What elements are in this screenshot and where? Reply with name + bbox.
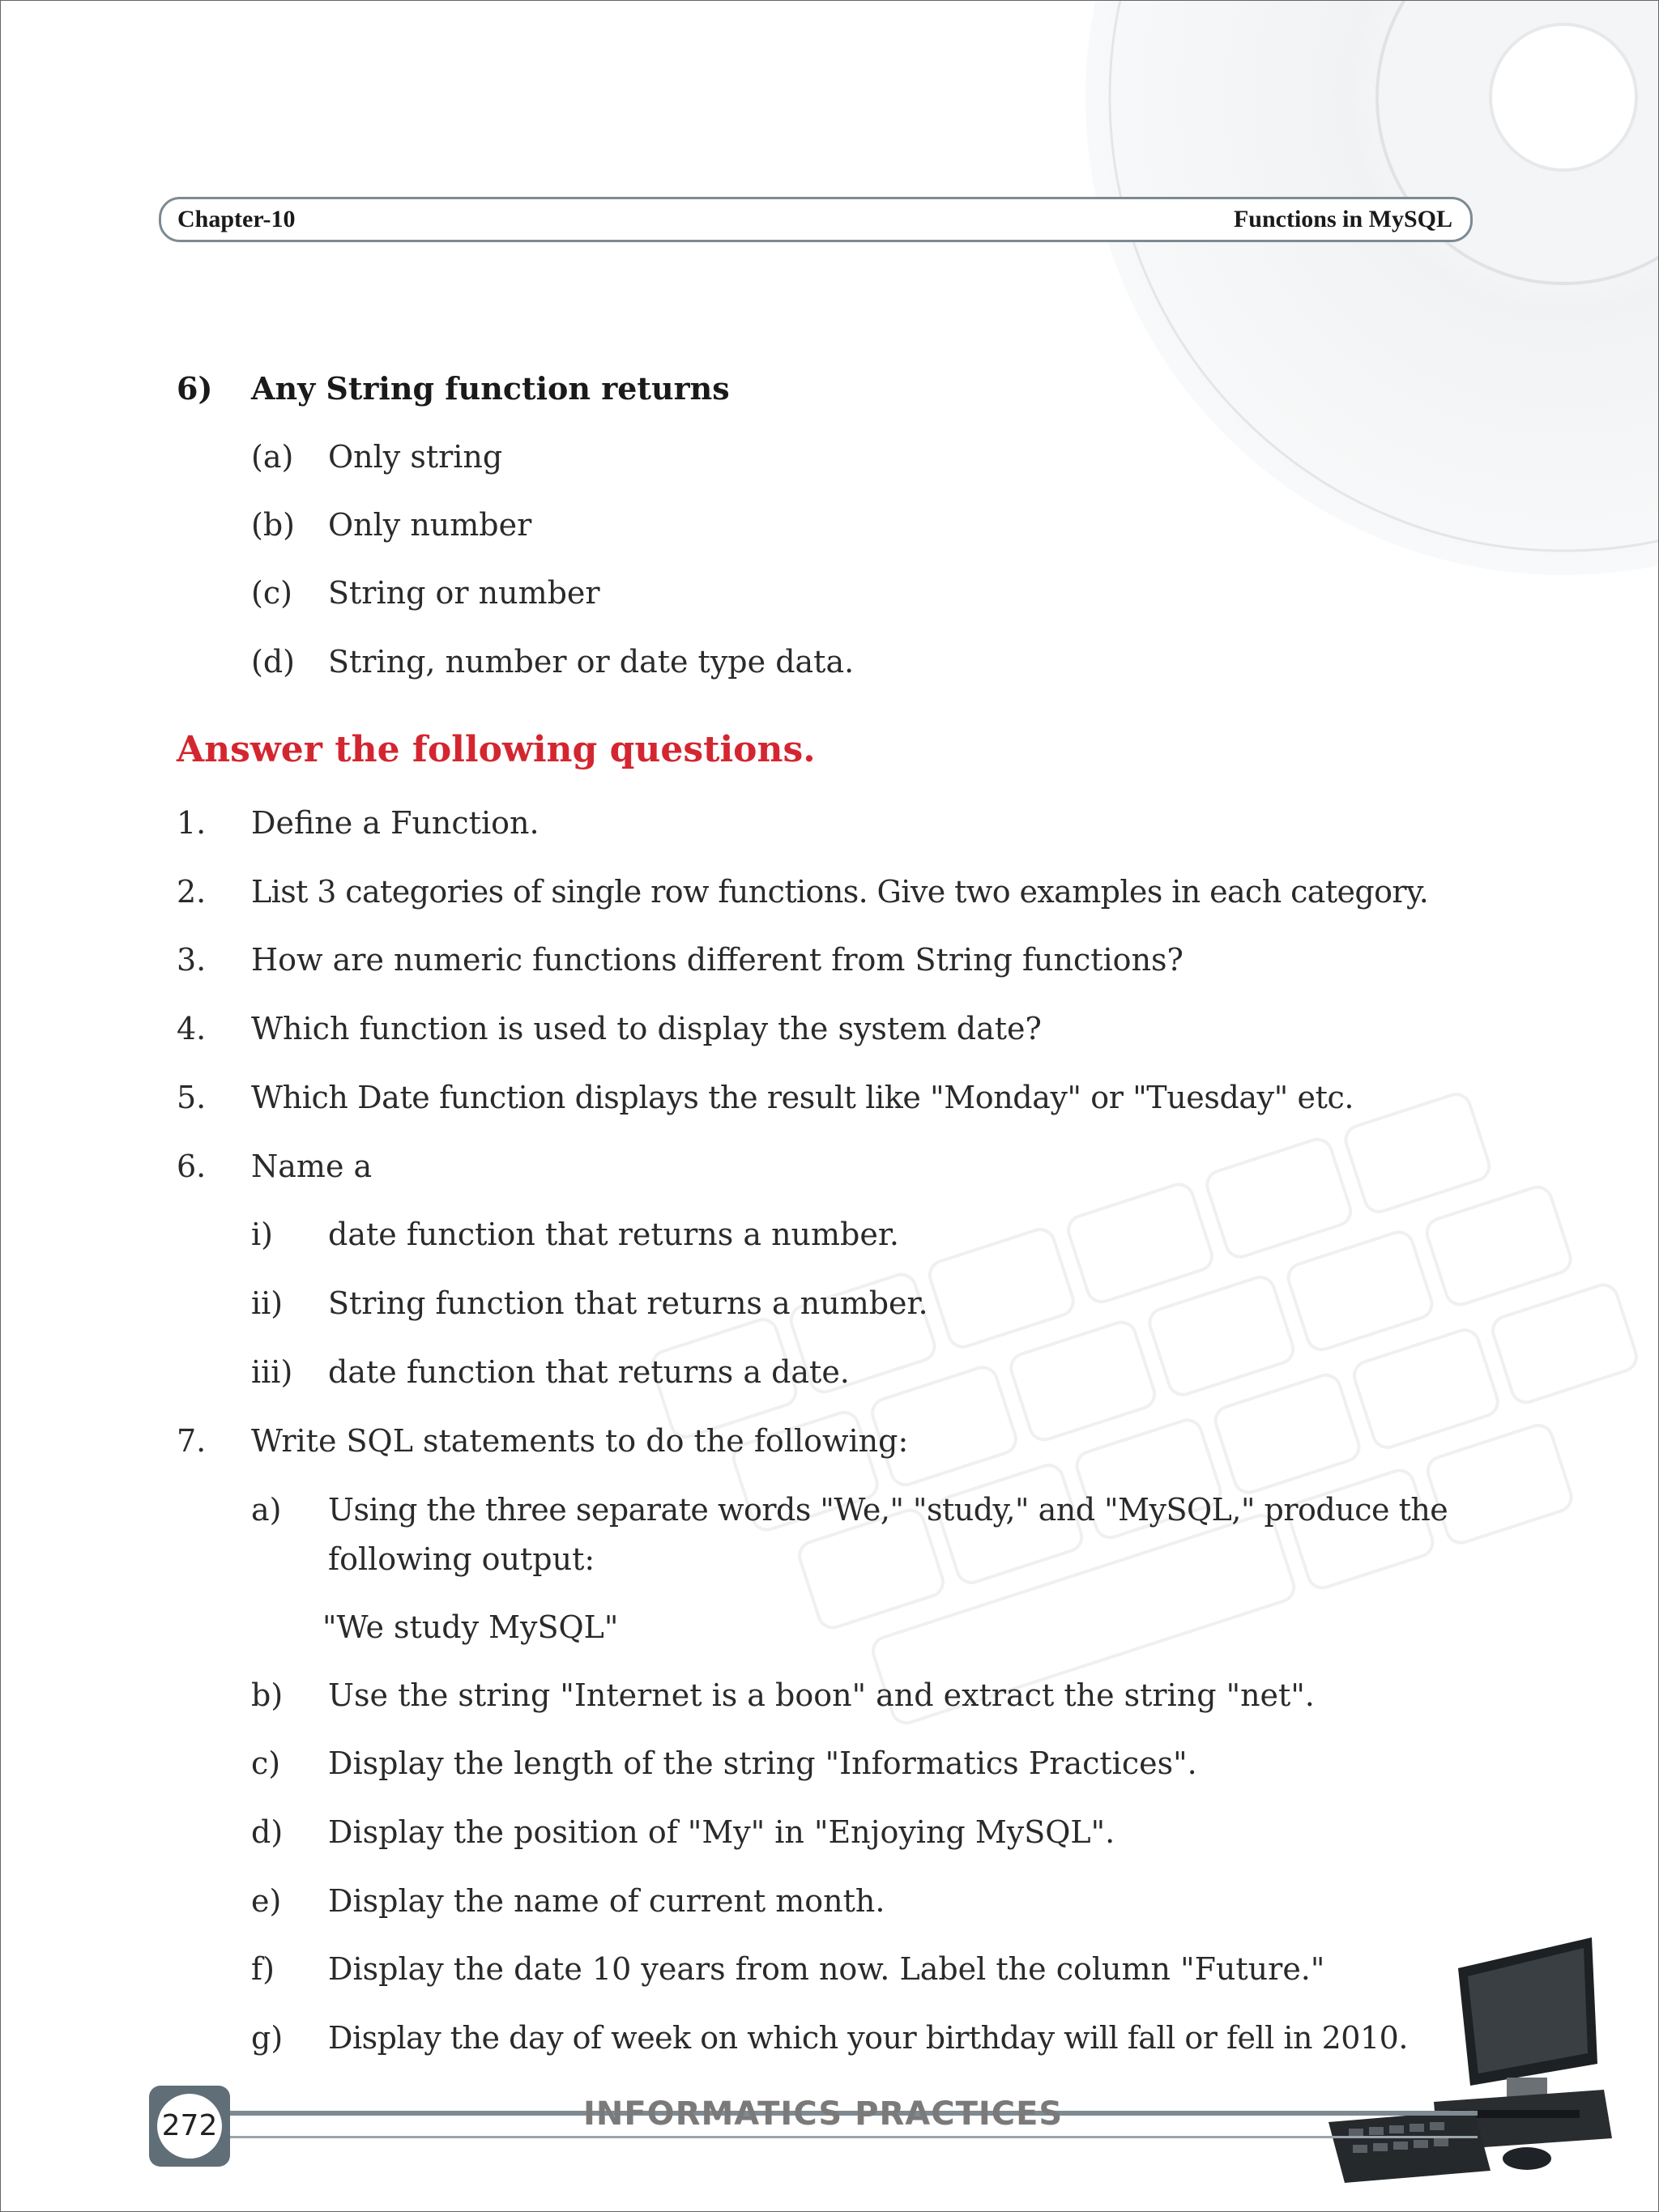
question-number: 5. <box>177 1080 207 1115</box>
chapter-title: Functions in MySQL <box>1233 206 1452 232</box>
question-text: Write SQL statements to do the following: <box>251 1423 909 1459</box>
sub-item-label: g) <box>251 2020 284 2056</box>
question-text: How are numeric functions different from String functions? <box>251 942 1183 978</box>
question-text: Name a <box>251 1149 373 1184</box>
question-text: Define a Function. <box>251 805 539 841</box>
sub-item-text: Display the position of "My" in "Enjoying MySQL". <box>328 1814 1115 1850</box>
computer-graphic <box>1328 1937 1612 2183</box>
mcq-option-label: (b) <box>251 507 295 543</box>
sub-item-label: b) <box>251 1677 284 1713</box>
sub-item-label: d) <box>251 1814 284 1850</box>
mcq-option-text: String, number or date type data. <box>328 644 855 680</box>
sub-item-text: Display the day of week on which your birthday will fall or fell in 2010. <box>328 2020 1408 2056</box>
chapter-label: Chapter-10 <box>177 206 296 232</box>
mcq-option-text: Only number <box>328 507 532 543</box>
question-text: Which function is used to display the system date? <box>251 1011 1042 1046</box>
sub-item-label: a) <box>251 1492 282 1528</box>
sub-item-text: Using the three separate words "We," "study," and "MySQL," produce the <box>328 1492 1448 1528</box>
sub-item-text-continued: following output: <box>328 1541 595 1577</box>
sub-item-text: Use the string "Internet is a boon" and extract the string "net". <box>328 1677 1315 1713</box>
page-number-badge <box>149 2086 230 2167</box>
sub-item-label: f) <box>251 1951 275 1987</box>
chapter-header <box>159 197 1473 242</box>
question-number: 7. <box>177 1423 207 1459</box>
mcq-option-label: (d) <box>251 644 295 680</box>
question-number: 4. <box>177 1011 207 1046</box>
sub-item-label: e) <box>251 1883 282 1919</box>
sub-item-text: date function that returns a number. <box>328 1217 899 1252</box>
question-number: 3. <box>177 942 207 978</box>
mcq-option-label: (a) <box>251 439 294 475</box>
question-number: 2. <box>177 874 207 910</box>
sub-item-text: date function that returns a date. <box>328 1354 850 1390</box>
sub-item-label: ii) <box>251 1285 284 1321</box>
expected-output: "We study MySQL" <box>322 1609 619 1645</box>
sub-item-text: Display the length of the string "Informatics Practices". <box>328 1745 1197 1781</box>
sub-item-label: c) <box>251 1745 281 1781</box>
footer-rule-thin <box>230 2136 1478 2138</box>
mcq-option-text: Only string <box>328 439 503 475</box>
mcq-number: 6) <box>177 370 213 407</box>
page-number: 272 <box>157 2094 222 2159</box>
mcq-question: Any String function returns <box>251 370 730 407</box>
question-text: List 3 categories of single row functions. Give two examples in each category. <box>251 874 1429 910</box>
sub-item-label: i) <box>251 1217 273 1252</box>
question-number: 1. <box>177 805 207 841</box>
question-number: 6. <box>177 1149 207 1184</box>
section-title: Answer the following questions. <box>177 729 816 770</box>
sub-item-label: iii) <box>251 1354 293 1390</box>
book-title: INFORMATICS PRACTICES <box>583 2095 1064 2133</box>
question-text: Which Date function displays the result like "Monday" or "Tuesday" etc. <box>251 1080 1354 1115</box>
mcq-option-label: (c) <box>251 575 292 611</box>
sub-item-text: Display the date 10 years from now. Label the column "Future." <box>328 1951 1325 1987</box>
cd-disc-graphic <box>1085 0 1659 575</box>
sub-item-text: String function that returns a number. <box>328 1285 928 1321</box>
mcq-option-text: String or number <box>328 575 600 611</box>
keyboard-graphic <box>649 1066 1659 1765</box>
sub-item-text: Display the name of current month. <box>328 1883 885 1919</box>
